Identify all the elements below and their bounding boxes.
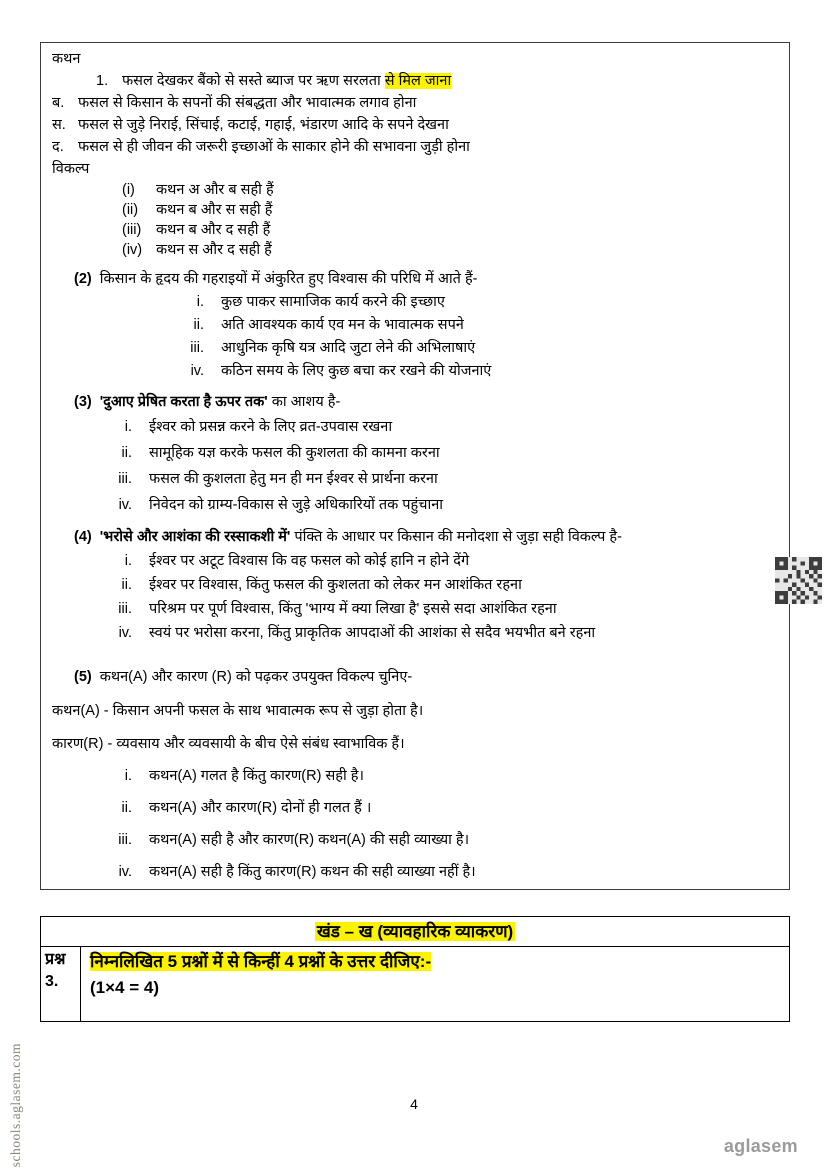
question-number-label: प्रश्न 3. [45,951,66,990]
option-row [108,414,779,440]
option-text: कथन अ और ब सही हैं [156,182,274,198]
option-text: ईश्वर पर विश्वास, किंतु फसल की कुशलता को लेकर मन आशंकित रहना [149,577,522,593]
instruction-text: निम्नलिखित 5 प्रश्नों में से किन्हीं 4 प्रश्नों के उत्तर दीजिए:- [90,952,432,971]
option-row [122,200,779,220]
option-row [108,440,779,466]
kathan-label: कथन [52,51,81,67]
option-marker: i. [196,294,204,310]
question-box [40,42,790,890]
statement-text-highlight: से मिल जाना [384,73,452,89]
watermark-left-vertical: schools.aglasem.com [8,1042,23,1167]
option-row [108,765,779,787]
option-text: कथन(A) सही है किंतु कारण(R) कथन की सही व्याख्या नहीं है। [149,864,476,880]
vikalp-options-list [52,180,779,260]
option-row [180,291,779,314]
option-marker: ii. [121,445,132,461]
marks-text: (1×4 = 4) [90,978,159,998]
question-text [100,390,341,414]
statement-marker: 1. [96,73,109,89]
statement-marker: द. [52,139,64,155]
option-marker: i. [124,768,132,784]
question-number: (3) [74,394,92,410]
option-marker: i. [124,419,132,435]
option-marker: iii. [190,340,204,356]
option-row [180,314,779,337]
option-text: परिश्रम पर पूर्ण विश्वास, किंतु 'भाग्य में क्या लिखा है' इससे सदा आशंकित रहना [149,601,557,617]
statement-row [52,70,779,92]
option-text: कुछ पाकर सामाजिक कार्य करने की इच्छाए [221,294,445,310]
option-row [108,829,779,851]
question-text-rest: पंक्ति के आधार पर किसान की मनोदशा से जुड़ा सही विकल्प है- [290,529,622,545]
statement-text: फसल से ही जीवन की जरूरी इच्छाओं के साकार होने की सभावना जुड़ी होना [78,139,470,155]
section-header [41,917,789,947]
option-row [108,466,779,492]
option-row [108,621,779,645]
question-text [100,525,622,549]
option-text: सामूहिक यज्ञ करके फसल की कुशलता की कामना करना [149,445,440,461]
question-4-heading [52,525,779,549]
option-marker: (ii) [122,202,139,218]
question-number: (4) [74,529,92,545]
statement-marker: स. [52,117,66,133]
question-3-options [52,414,779,518]
option-text: फसल की कुशलता हेतु मन ही मन ईश्वर से प्रार्थना करना [149,471,438,487]
assertion-line: कथन(A) - किसान अपनी फसल के साथ भावात्मक रूप से जुड़ा होता है। [52,703,424,719]
option-text: ईश्वर पर अटूट विश्वास कि वह फसल को कोई हानि न होने देंगे [149,553,470,569]
option-marker: iv. [118,625,132,641]
question-number: (5) [74,669,92,685]
question-2-options [52,291,779,383]
vikalp-label: विकल्प [52,161,90,177]
question-3-heading [52,390,779,414]
question-text-rest: का आशय है- [267,394,341,410]
section-body-row [41,947,789,1021]
option-row [122,180,779,200]
option-marker: (i) [122,182,135,198]
option-marker: (iii) [122,222,142,238]
option-row [108,797,779,819]
option-row [122,220,779,240]
option-marker: iv. [190,363,204,379]
statement-row [52,136,779,158]
option-text: आधुनिक कृषि यत्र आदि जुटा लेने की अभिलाषाएं [221,340,476,356]
option-marker: ii. [121,800,132,816]
option-text: कथन स और द सही हैं [156,242,272,258]
option-text: स्वयं पर भरोसा करना, किंतु प्राकृतिक आपदाओं की आशंका से सदैव भयभीत बने रहना [149,625,596,641]
section-table [40,916,790,1022]
reason-line: कारण(R) - व्यवसाय और व्यवसायी के बीच ऐसे संबंध स्वाभाविक हैं। [52,736,405,752]
question-number: (2) [74,271,92,287]
question-5-heading [52,665,779,689]
option-marker: iii. [118,601,132,617]
option-marker: iii. [118,471,132,487]
statement-row [52,92,779,114]
option-text: कथन(A) गलत है किंतु कारण(R) सही है। [149,768,364,784]
option-text: कथन ब और स सही हैं [156,202,273,218]
option-marker: (iv) [122,242,143,258]
statement-text: फसल से किसान के सपनों की संबद्धता और भावात्मक लगाव होना [78,95,417,111]
option-text: कठिन समय के लिए कुछ बचा कर रखने की योजनाएं [221,363,492,379]
option-marker: ii. [193,317,204,333]
question-text: कथन(A) और कारण (R) को पढ़कर उपयुक्त विकल्प चुनिए- [99,669,413,685]
option-row [108,597,779,621]
option-marker: i. [124,553,132,569]
option-marker: iii. [118,832,132,848]
question-4-options [52,549,779,645]
statement-text: फसल से जुड़े निराई, सिंचाई, कटाई, गहाई, भंडारण आदि के सपने देखना [78,117,449,133]
option-text: निवेदन को ग्राम्य-विकास से जुड़े अधिकारियों तक पहुंचाना [149,497,444,513]
option-row [108,573,779,597]
option-text: अति आवश्यक कार्य एव मन के भावात्मक सपने [221,317,464,333]
option-row [180,360,779,383]
question-quote: 'भरोसे और आशंका की रस्साकशी में' [99,529,291,545]
option-text: कथन(A) सही है और कारण(R) कथन(A) की सही व्याख्या है। [149,832,470,848]
option-marker: iv. [118,864,132,880]
option-row [122,240,779,260]
statement-marker: ब. [52,95,65,111]
option-text: कथन(A) और कारण(R) दोनों ही गलत हैं । [149,800,372,816]
option-marker: ii. [121,577,132,593]
statement-text-plain: फसल देखकर बैंको से सस्ते ब्याज पर ऋण सरलता [122,73,385,89]
statement-text [122,70,451,92]
page-number: 4 [410,1096,418,1112]
question-2-heading [52,267,779,291]
option-text: कथन ब और द सही हैं [156,222,271,238]
aglasem-logo: aglasem [723,1136,798,1156]
instruction-cell [81,947,789,1021]
option-row [180,337,779,360]
option-marker: iv. [118,497,132,513]
question-quote: 'दुआए प्रेषित करता है ऊपर तक' [99,394,268,410]
statement-row [52,114,779,136]
option-row [108,492,779,518]
qr-code-icon [775,557,822,604]
section-header-text: खंड – ख (व्यावहारिक व्याकरण) [316,922,514,941]
question-text: किसान के हृदय की गहराइयों में अंकुरित हुए विश्वास की परिधि में आते हैं- [99,271,478,287]
option-row [108,861,779,883]
option-text: ईश्वर को प्रसन्न करने के लिए व्रत-उपवास रखना [149,419,393,435]
question-5-options [52,765,779,883]
question-number-cell [41,947,81,1021]
option-row [108,549,779,573]
